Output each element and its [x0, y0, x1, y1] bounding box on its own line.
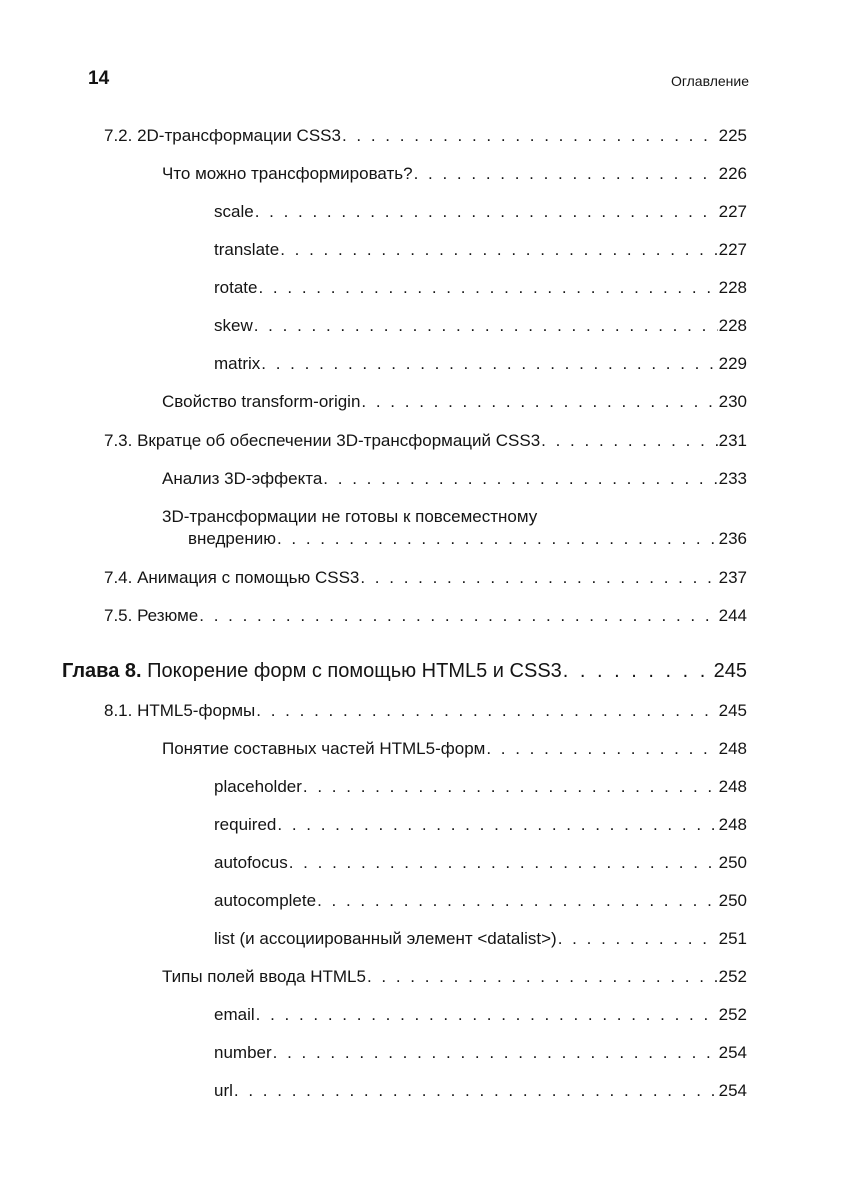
- page-number: 14: [88, 68, 110, 89]
- toc-entry[interactable]: [104, 605, 747, 627]
- toc-entry[interactable]: [162, 391, 747, 413]
- toc-entry-page: 231: [718, 431, 747, 450]
- toc-entry[interactable]: [214, 1080, 747, 1102]
- toc-entry-title: 7.2. 2D-трансформации CSS3: [104, 126, 341, 145]
- leader-dots: [563, 658, 713, 684]
- toc-entry-page: 227: [718, 202, 747, 221]
- leader-dots: [199, 605, 717, 627]
- toc-entry-title: Понятие составных частей HTML5-форм: [162, 739, 486, 758]
- toc-entry-page: 245: [713, 660, 747, 682]
- toc-entry[interactable]: [214, 315, 747, 337]
- leader-dots: [234, 1080, 718, 1102]
- toc-entry-page: 248: [718, 739, 747, 758]
- leader-dots: [261, 353, 717, 375]
- leader-dots: [361, 391, 717, 413]
- running-head: Оглавление: [670, 73, 749, 89]
- toc-entry[interactable]: [214, 852, 747, 874]
- leader-dots: [414, 163, 718, 185]
- toc-entry-title: autocomplete: [214, 891, 317, 910]
- toc-entry-page: 244: [718, 606, 747, 625]
- leader-dots: [317, 890, 718, 912]
- toc-entry-title: url: [214, 1081, 233, 1100]
- toc-entry[interactable]: [162, 468, 747, 490]
- toc-entry-page: 225: [718, 126, 747, 145]
- toc-entry[interactable]: [214, 890, 747, 912]
- toc-entry[interactable]: [104, 430, 747, 452]
- toc-entry-title: autofocus: [214, 853, 288, 872]
- toc-entry[interactable]: [104, 700, 747, 722]
- toc-entry-page: 250: [718, 853, 747, 872]
- toc-entry-title: внедрению: [188, 529, 276, 548]
- toc-entry-page: 228: [718, 316, 747, 335]
- toc-entry[interactable]: [214, 239, 747, 261]
- toc-chapter-entry[interactable]: [62, 658, 747, 684]
- toc-entry-title: translate: [214, 240, 280, 259]
- leader-dots: [360, 567, 717, 589]
- leader-dots: [367, 966, 718, 988]
- toc-entry[interactable]: [214, 277, 747, 299]
- toc-entry-page: 245: [718, 701, 747, 720]
- leader-dots: [289, 852, 718, 874]
- toc-entry-page: 226: [718, 164, 747, 183]
- toc-entry-title: required: [214, 815, 277, 834]
- toc-entry-page: 229: [718, 354, 747, 373]
- leader-dots: [342, 125, 718, 147]
- leader-dots: [558, 928, 718, 950]
- toc-entry-title: Покорение форм с помощью HTML5 и CSS3: [147, 660, 562, 682]
- toc-entry[interactable]: [104, 567, 747, 589]
- leader-dots: [323, 468, 717, 490]
- toc-entry[interactable]: [214, 201, 747, 223]
- toc-entry[interactable]: [162, 506, 747, 550]
- toc-entry-title: list (и ассоциированный элемент <datalist>): [214, 929, 557, 948]
- leader-dots: [258, 277, 717, 299]
- leader-dots: [256, 700, 717, 722]
- toc-entry-page: 248: [718, 777, 747, 796]
- leader-dots: [541, 430, 717, 452]
- toc-entry-title: Что можно трансформировать?: [162, 164, 413, 183]
- toc-entry-title-line1: 3D-трансформации не готовы к повсеместному: [162, 507, 538, 526]
- toc-entry-title: Анализ 3D-эффекта: [162, 469, 323, 488]
- toc-entry[interactable]: [214, 1042, 747, 1064]
- toc-entry-title: Свойство transform-origin: [162, 392, 361, 411]
- toc-entry[interactable]: [104, 125, 747, 147]
- leader-dots: [273, 1042, 718, 1064]
- toc-entry[interactable]: [162, 163, 747, 185]
- toc-entry-page: 227: [718, 240, 747, 259]
- leader-dots: [486, 738, 717, 760]
- toc-entry[interactable]: [214, 1004, 747, 1026]
- toc-entry-title: placeholder: [214, 777, 302, 796]
- toc-entry-page: 250: [718, 891, 747, 910]
- leader-dots: [280, 239, 717, 261]
- toc-entry[interactable]: [214, 776, 747, 798]
- toc-entry-title: matrix: [214, 354, 261, 373]
- toc-entry-title: 7.4. Анимация с помощью CSS3: [104, 568, 360, 587]
- leader-dots: [303, 776, 718, 798]
- toc-entry-title: number: [214, 1043, 272, 1062]
- toc-entry-page: 233: [718, 469, 747, 488]
- toc-entry-title: email: [214, 1005, 255, 1024]
- toc-entry-title: 8.1. HTML5-формы: [104, 701, 256, 720]
- toc-entry-title: 7.3. Вкратце об обеспечении 3D-трансформаций CSS3: [104, 431, 541, 450]
- toc-entry-title: 7.5. Резюме: [104, 606, 199, 625]
- toc-entry-page: 237: [718, 568, 747, 587]
- toc-entry-page: 254: [718, 1043, 747, 1062]
- toc-entry-page: 230: [718, 392, 747, 411]
- toc-entry-page: 236: [718, 529, 747, 548]
- chapter-label: Глава 8.: [62, 660, 142, 682]
- leader-dots: [277, 814, 717, 836]
- leader-dots: [255, 201, 718, 223]
- toc-entry-title: rotate: [214, 278, 258, 297]
- toc-entry[interactable]: [162, 738, 747, 760]
- leader-dots: [256, 1004, 718, 1026]
- toc-entry-page: 252: [718, 967, 747, 986]
- toc-entry-page: 228: [718, 278, 747, 297]
- toc-entry-page: 254: [718, 1081, 747, 1100]
- toc-entry-page: 252: [718, 1005, 747, 1024]
- toc-entry-title: scale: [214, 202, 254, 221]
- toc-entry-page: 248: [718, 815, 747, 834]
- leader-dots: [277, 528, 718, 550]
- toc-entry[interactable]: [162, 966, 747, 988]
- toc-entry-title: skew: [214, 316, 253, 335]
- toc-entry[interactable]: [214, 353, 747, 375]
- toc-entry-title: Типы полей ввода HTML5: [162, 967, 366, 986]
- toc-entry-page: 251: [718, 929, 747, 948]
- toc-entry[interactable]: [214, 928, 747, 950]
- toc-entry[interactable]: [214, 814, 747, 836]
- leader-dots: [254, 315, 718, 337]
